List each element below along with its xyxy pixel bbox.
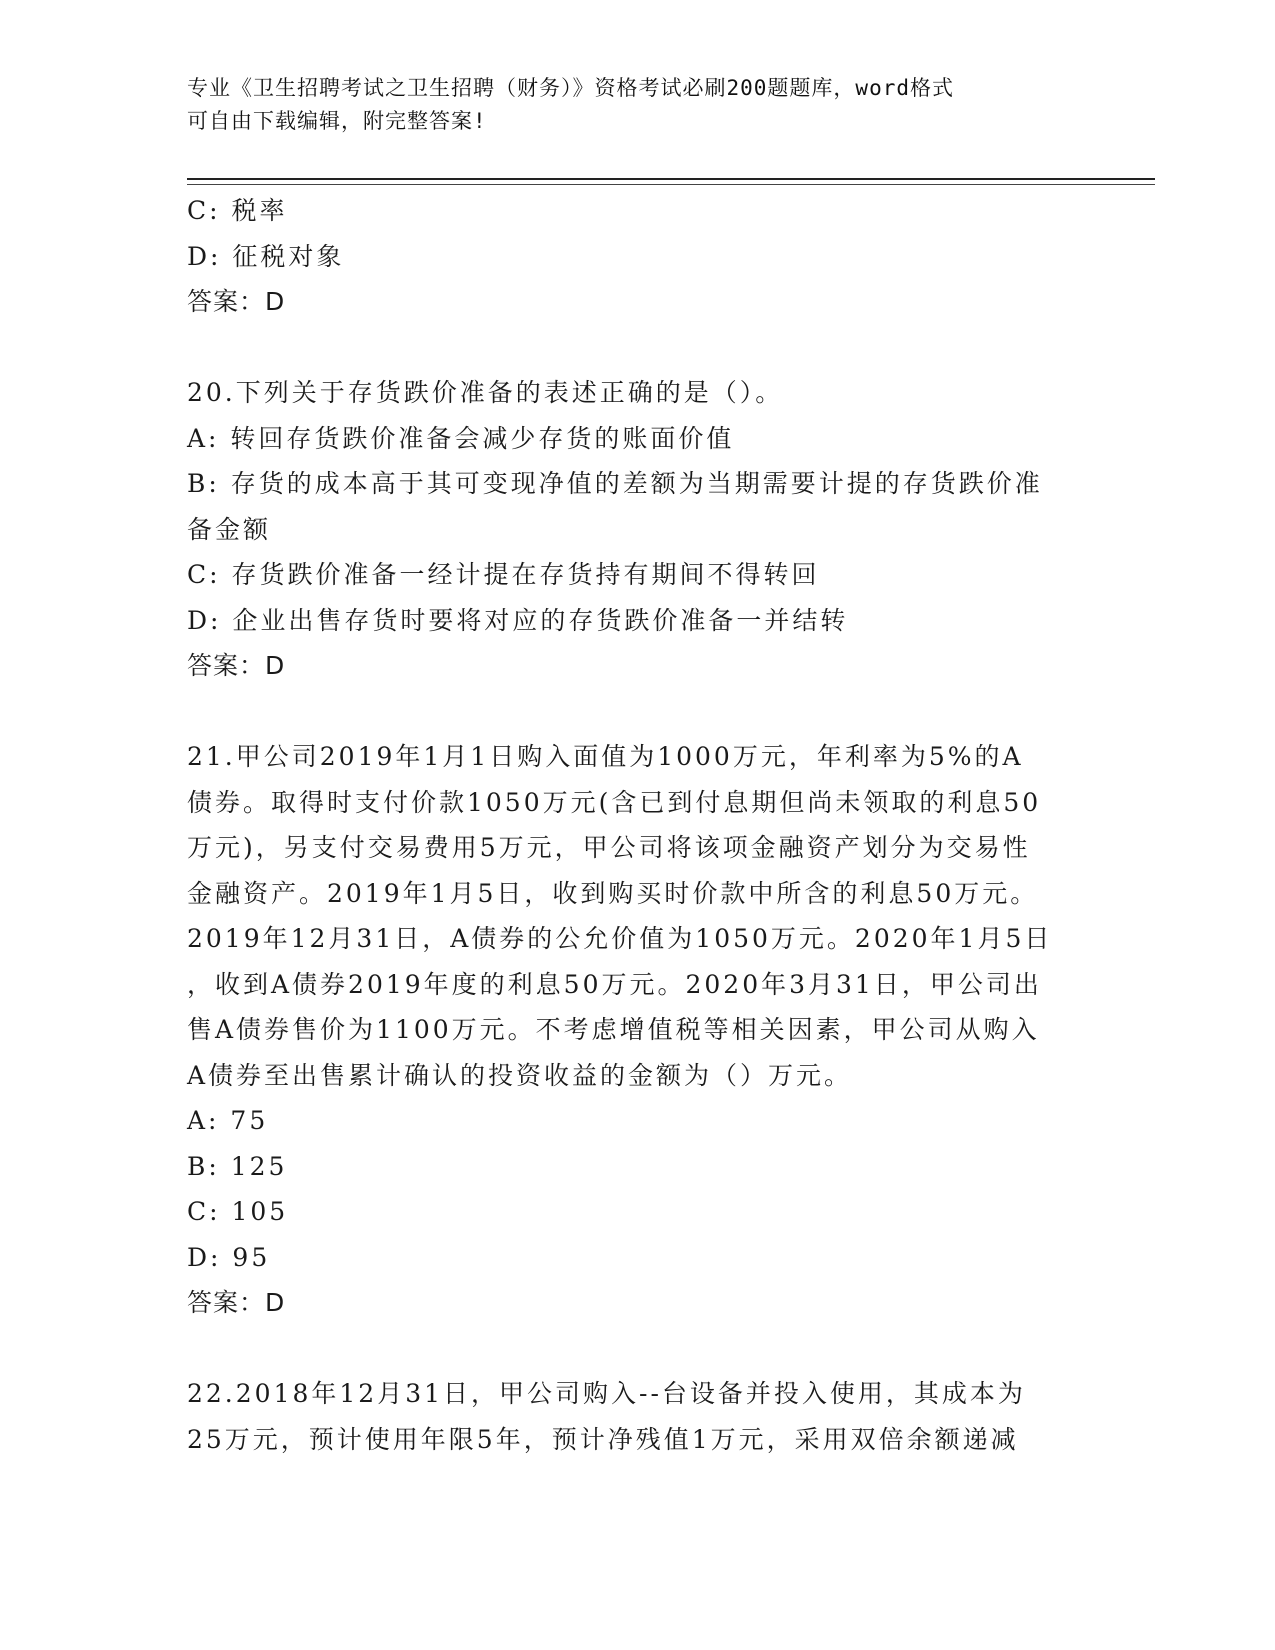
q20-answer: 答案：D <box>187 651 286 680</box>
header-line-1: 专业《卫生招聘考试之卫生招聘（财务）》资格考试必刷200题题库，word格式 <box>187 76 954 100</box>
header-divider-thin <box>187 184 1155 185</box>
q20-stem: 20.下列关于存货跌价准备的表述正确的是（）。 <box>187 378 784 407</box>
q21-stem-line-8: A债券至出售累计确认的投资收益的金额为（）万元。 <box>187 1060 853 1090</box>
question-content <box>187 188 1077 1462</box>
q20-option-d: D: 企业出售存货时要将对应的存货跌价准备一并结转 <box>187 605 849 635</box>
q21-answer: 答案：D <box>187 1288 286 1317</box>
page-header <box>187 72 1067 138</box>
q21-stem-line-7: 售A债券售价为1100万元。不考虑增值税等相关因素，甲公司从购入 <box>187 1015 1040 1044</box>
q19-option-d: D: 征税对象 <box>187 241 345 271</box>
q21-stem-line-1: 21.甲公司2019年1月1日购入面值为1000万元，年利率为5%的A <box>187 742 1024 771</box>
q19-answer: 答案：D <box>187 287 286 316</box>
q21-stem-line-5: 2019年12月31日，A债券的公允价值为1050万元。2020年1月5日 <box>187 924 1053 953</box>
q21-stem-line-4: 金融资产。2019年1月5日，收到购买时价款中所含的利息50万元。 <box>187 878 1039 908</box>
spacer <box>187 1326 1077 1372</box>
q21-option-b: B: 125 <box>187 1151 288 1181</box>
q20-option-a: A: 转回存货跌价准备会减少存货的账面价值 <box>187 423 735 453</box>
q21-option-d: D: 95 <box>187 1242 271 1272</box>
q19-option-c: C: 税率 <box>187 196 288 225</box>
header-divider-thick <box>187 178 1155 180</box>
q20-option-b-line-2: 备金额 <box>187 514 272 544</box>
q22-stem-line-1: 22.2018年12月31日，甲公司购入--台设备并投入使用，其成本为 <box>187 1379 1026 1408</box>
spacer <box>187 689 1077 735</box>
q21-stem-line-2: 债券。取得时支付价款1050万元(含已到付息期但尚未领取的利息50 <box>187 787 1042 817</box>
spacer <box>187 325 1077 371</box>
q20-option-c: C: 存货跌价准备一经计提在存货持有期间不得转回 <box>187 560 820 589</box>
q22-stem-line-2: 25万元，预计使用年限5年，预计净残值1万元，采用双倍余额递减 <box>187 1424 1019 1454</box>
q20-option-b-line-1: B: 存货的成本高于其可变现净值的差额为当期需要计提的存货跌价准 <box>187 469 1043 498</box>
q21-stem-line-3: 万元)，另支付交易费用5万元，甲公司将该项金融资产划分为交易性 <box>187 833 1031 862</box>
header-line-2: 可自由下载编辑，附完整答案! <box>187 109 487 133</box>
q21-option-a: A: 75 <box>187 1106 269 1135</box>
q21-option-c: C: 105 <box>187 1197 289 1226</box>
q21-stem-line-6: ，收到A债券2019年度的利息50万元。2020年3月31日，甲公司出 <box>187 969 1042 999</box>
